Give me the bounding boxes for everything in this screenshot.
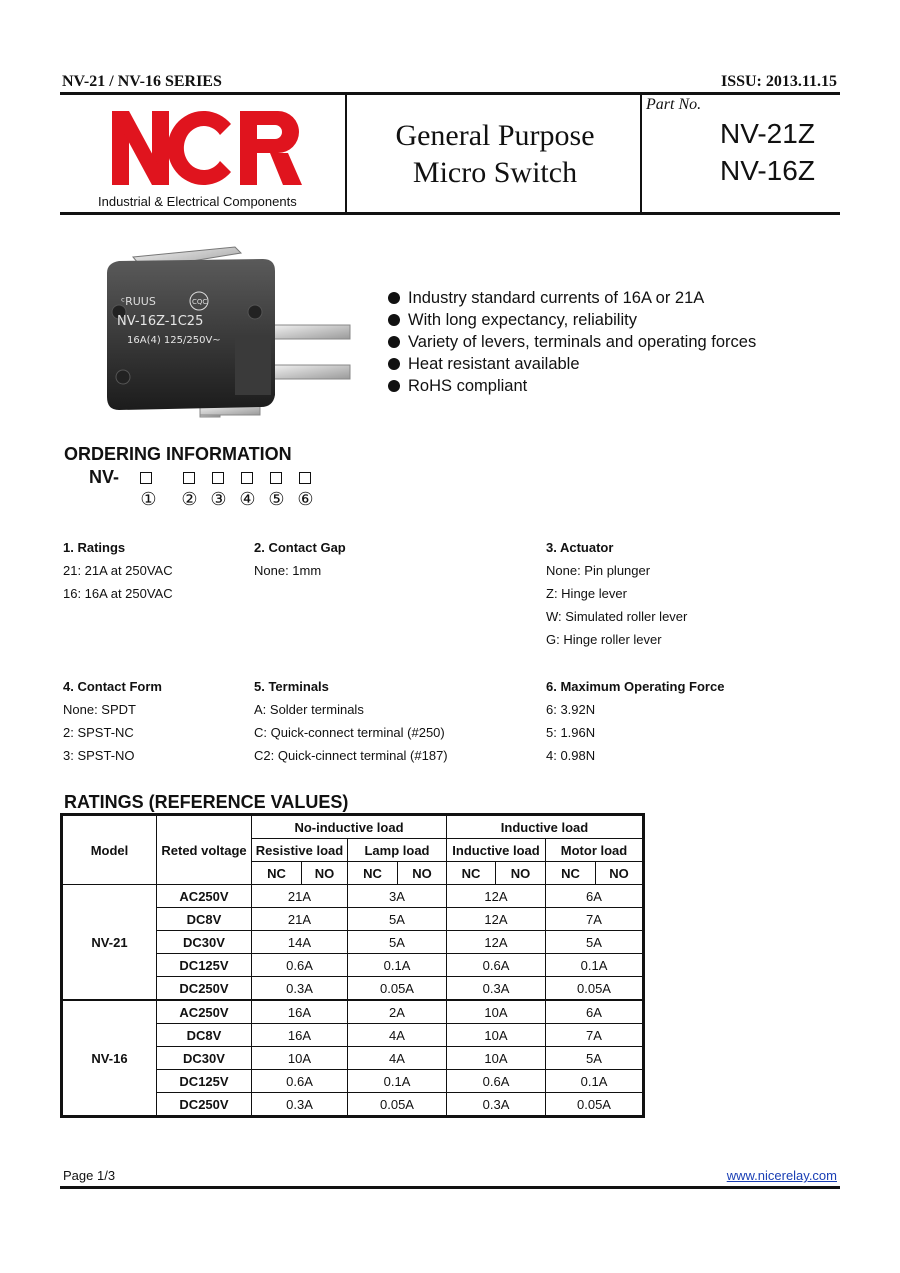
motor-load-cell: 6A <box>546 885 644 908</box>
column-header: NC <box>447 862 496 885</box>
website-link[interactable]: www.nicerelay.com <box>726 1168 837 1183</box>
table-row <box>62 1000 644 1024</box>
part-numbers <box>720 115 815 189</box>
column-header: Resistive load <box>252 839 348 862</box>
lamp-load-cell: 0.05A <box>348 977 447 1001</box>
motor-load-cell: 0.1A <box>546 1070 644 1093</box>
ordering-code <box>89 467 319 488</box>
column-header: Lamp load <box>348 839 447 862</box>
option-group-contact-gap <box>254 536 346 582</box>
voltage-cell: DC8V <box>157 908 252 931</box>
inductive-load-cell: 0.6A <box>447 954 546 977</box>
voltage-cell: DC8V <box>157 1024 252 1047</box>
column-header: NC <box>348 862 398 885</box>
code-slot <box>174 467 203 488</box>
inductive-load-cell: 0.3A <box>447 1093 546 1117</box>
ordering-title: ORDERING INFORMATION <box>64 444 292 464</box>
option-item: None: SPDT <box>63 702 136 717</box>
position-number: ⑥ <box>297 489 314 509</box>
option-item: 21: 21A at 250VAC <box>63 563 173 578</box>
code-prefix: NV- <box>89 467 120 487</box>
option-item: C: Quick-connect terminal (#250) <box>254 725 445 740</box>
lamp-load-cell: 5A <box>348 908 447 931</box>
resistive-load-cell: 0.3A <box>252 977 348 1001</box>
option-title: 6. Maximum Operating Force <box>546 679 725 694</box>
inductive-load-cell: 10A <box>447 1047 546 1070</box>
product-marking: NV-16Z-1C25 <box>117 314 204 329</box>
lamp-load-cell: 3A <box>348 885 447 908</box>
lamp-load-cell: 4A <box>348 1047 447 1070</box>
part-number: NV-16Z <box>720 155 815 186</box>
ratings-title: RATINGS (REFERENCE VALUES) <box>64 792 349 812</box>
option-title: 3. Actuator <box>546 540 614 555</box>
voltage-cell: DC30V <box>157 1047 252 1070</box>
voltage-cell: DC125V <box>157 1070 252 1093</box>
feature-text: Variety of levers, terminals and operating forces <box>408 333 757 351</box>
lamp-load-cell: 0.05A <box>348 1093 447 1117</box>
title-block <box>60 95 840 215</box>
option-title: 2. Contact Gap <box>254 540 346 555</box>
option-item: A: Solder terminals <box>254 702 364 717</box>
motor-load-cell: 5A <box>546 931 644 954</box>
code-slot <box>261 467 290 488</box>
resistive-load-cell: 16A <box>252 1000 348 1024</box>
lamp-load-cell: 4A <box>348 1024 447 1047</box>
motor-load-cell: 6A <box>546 1000 644 1024</box>
resistive-load-cell: 0.6A <box>252 1070 348 1093</box>
feature-text: With long expectancy, reliability <box>408 311 637 329</box>
bottom-rule <box>60 1186 840 1189</box>
feature-item <box>388 287 756 309</box>
column-header: Inductive load <box>447 815 644 839</box>
lamp-load-cell: 5A <box>348 931 447 954</box>
column-header: NC <box>546 862 596 885</box>
position-number: ① <box>140 489 157 509</box>
column-header: NO <box>596 862 644 885</box>
option-item: G: Hinge roller lever <box>546 632 662 647</box>
feature-text: RoHS compliant <box>408 377 528 395</box>
model-cell: NV-21 <box>62 885 157 1001</box>
inductive-load-cell: 12A <box>447 885 546 908</box>
logo-tagline: Industrial & Electrical Components <box>98 194 297 209</box>
lamp-load-cell: 0.1A <box>348 1070 447 1093</box>
document-title <box>350 117 640 191</box>
model-cell: NV-16 <box>62 1000 157 1117</box>
bullet-icon <box>388 292 400 304</box>
motor-load-cell: 0.05A <box>546 1093 644 1117</box>
inductive-load-cell: 10A <box>447 1024 546 1047</box>
page-number: Page 1/3 <box>63 1168 116 1183</box>
inductive-load-cell: 0.6A <box>447 1070 546 1093</box>
inductive-load-cell: 12A <box>447 908 546 931</box>
motor-load-cell: 0.05A <box>546 977 644 1001</box>
motor-load-cell: 5A <box>546 1047 644 1070</box>
title-line: Micro Switch <box>412 156 578 189</box>
bullet-icon <box>388 358 400 370</box>
motor-load-cell: 7A <box>546 908 644 931</box>
resistive-load-cell: 0.6A <box>252 954 348 977</box>
column-header: NO <box>302 862 348 885</box>
resistive-load-cell: 0.3A <box>252 1093 348 1117</box>
part-number: NV-21Z <box>720 118 815 149</box>
option-item: 3: SPST-NO <box>63 748 135 763</box>
option-group-operating-force <box>546 675 724 767</box>
column-header: Model <box>62 815 157 885</box>
column-header: NO <box>496 862 546 885</box>
option-item: 4: 0.98N <box>546 748 596 763</box>
code-slot <box>290 467 319 488</box>
feature-item <box>388 375 756 397</box>
divider <box>60 212 840 215</box>
inductive-load-cell: 12A <box>447 931 546 954</box>
column-header: NO <box>398 862 447 885</box>
resistive-load-cell: 21A <box>252 908 348 931</box>
column-header: Inductive load <box>447 839 546 862</box>
feature-text: Heat resistant available <box>408 355 580 373</box>
option-item: None: Pin plunger <box>546 563 651 578</box>
series-header: NV-21 / NV-16 SERIES <box>62 73 222 90</box>
code-slot <box>131 467 160 488</box>
position-number: ③ <box>210 489 227 509</box>
option-title: 4. Contact Form <box>63 679 162 694</box>
voltage-cell: AC250V <box>157 1000 252 1024</box>
option-item: C2: Quick-cinnect terminal (#187) <box>254 748 448 763</box>
voltage-cell: DC30V <box>157 931 252 954</box>
option-item: 5: 1.96N <box>546 725 596 740</box>
lamp-load-cell: 2A <box>348 1000 447 1024</box>
resistive-load-cell: 10A <box>252 1047 348 1070</box>
divider <box>345 95 347 215</box>
divider <box>640 95 642 215</box>
svg-text:ᶜRUUS: ᶜRUUS <box>121 295 156 308</box>
code-slot <box>203 467 232 488</box>
inductive-load-cell: 0.3A <box>447 977 546 1001</box>
option-group-terminals <box>254 675 448 767</box>
ratings-table <box>60 813 645 1118</box>
product-marking: 16A(4) 125/250V~ <box>127 335 221 346</box>
column-header: Motor load <box>546 839 644 862</box>
table-row <box>62 885 644 908</box>
position-number: ⑤ <box>268 489 285 509</box>
feature-item <box>388 353 756 375</box>
voltage-cell: DC125V <box>157 954 252 977</box>
option-item: W: Simulated roller lever <box>546 609 688 624</box>
svg-text:CQC: CQC <box>192 298 208 306</box>
bullet-icon <box>388 314 400 326</box>
column-header: No-inductive load <box>252 815 447 839</box>
feature-text: Industry standard currents of 16A or 21A <box>408 289 705 307</box>
feature-item <box>388 331 756 353</box>
position-number: ④ <box>239 489 256 509</box>
option-item: 2: SPST-NC <box>63 725 134 740</box>
voltage-cell: DC250V <box>157 1093 252 1117</box>
position-number: ② <box>181 489 198 509</box>
micro-switch-photo <box>95 245 355 420</box>
option-title: 1. Ratings <box>63 540 126 555</box>
option-item: 6: 3.92N <box>546 702 596 717</box>
resistive-load-cell: 14A <box>252 931 348 954</box>
feature-item <box>388 309 756 331</box>
bullet-icon <box>388 380 400 392</box>
option-item: None: 1mm <box>254 563 322 578</box>
option-item: Z: Hinge lever <box>546 586 627 601</box>
resistive-load-cell: 16A <box>252 1024 348 1047</box>
option-group-contact-form <box>63 675 162 767</box>
table-header-row <box>62 815 644 839</box>
bullet-icon <box>388 336 400 348</box>
ncr-logo <box>110 107 302 187</box>
voltage-cell: AC250V <box>157 885 252 908</box>
title-line: General Purpose <box>395 119 595 152</box>
issue-date: ISSU: 2013.11.15 <box>720 73 837 90</box>
code-slot <box>232 467 261 488</box>
option-title: 5. Terminals <box>254 679 329 694</box>
position-numbers <box>134 489 320 510</box>
option-item: 16: 16A at 250VAC <box>63 586 173 601</box>
lamp-load-cell: 0.1A <box>348 954 447 977</box>
motor-load-cell: 7A <box>546 1024 644 1047</box>
feature-list <box>388 287 756 397</box>
inductive-load-cell: 10A <box>447 1000 546 1024</box>
column-header: Reted voltage <box>157 815 252 885</box>
motor-load-cell: 0.1A <box>546 954 644 977</box>
part-no-label: Part No. <box>646 96 702 113</box>
column-header: NC <box>252 862 302 885</box>
voltage-cell: DC250V <box>157 977 252 1001</box>
option-group-ratings <box>63 536 173 605</box>
option-group-actuator <box>546 536 687 651</box>
resistive-load-cell: 21A <box>252 885 348 908</box>
